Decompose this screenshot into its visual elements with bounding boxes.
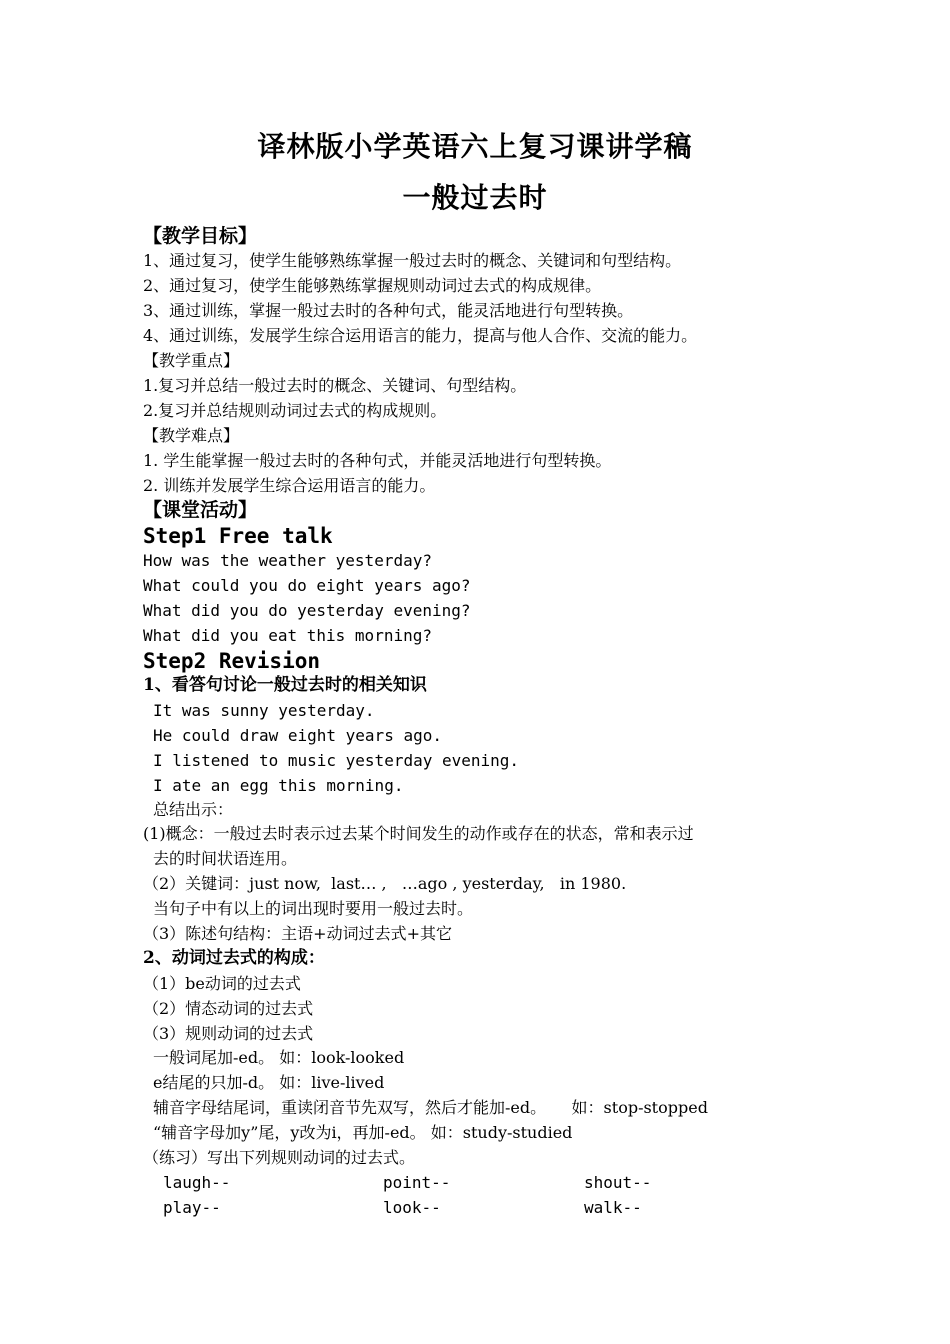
key-point-item: 1.复习并总结一般过去时的概念、关键词、句型结构。 (143, 376, 527, 395)
difficulty-item: 2. 训练并发展学生综合运用语言的能力。 (143, 476, 436, 495)
example-sentence: I ate an egg this morning. (153, 776, 404, 795)
exercise-word: play-- (163, 1198, 221, 1217)
objectives-heading: 【教学目标】 (143, 225, 258, 247)
activities-heading: 【课堂活动】 (143, 499, 258, 521)
example-sentence: It was sunny yesterday. (153, 701, 375, 720)
rule-line: 一般词尾加-ed。 如：look-looked (153, 1048, 405, 1067)
document-title: 译林版小学英语六上复习课讲学稿 (257, 130, 693, 163)
concept-line: (1)概念：一般过去时表示过去某个时间发生的动作或存在的状态，常和表示过 (143, 824, 694, 843)
rule-line: e结尾的只加-d。 如：live-lived (153, 1073, 385, 1092)
objective-item: 2、通过复习，使学生能够熟练掌握规则动词过去式的构成规律。 (143, 276, 602, 295)
free-talk-question: What did you eat this morning? (143, 626, 432, 645)
difficulties-heading: 【教学难点】 (143, 426, 240, 445)
step2-title: Step2 Revision (143, 649, 321, 673)
exercise-word: look-- (383, 1198, 441, 1217)
keywords-line: （2）关键词：just now, last… , …ago , yesterday, in 1980. (143, 874, 627, 893)
exercise-word: shout-- (584, 1173, 652, 1192)
summary-label: 总结出示： (153, 800, 234, 819)
step1-title: Step1 Free talk (143, 524, 333, 548)
objective-item: 4、通过训练，发展学生综合运用语言的能力，提高与他人合作、交流的能力。 (143, 326, 698, 345)
verb-form-item: （1）be动词的过去式 (143, 974, 301, 993)
difficulty-item: 1. 学生能掌握一般过去时的各种句式，并能灵活地进行句型转换。 (143, 451, 612, 470)
structure-line: （3）陈述句结构：主语+动词过去式+其它 (143, 924, 452, 943)
keywords-note: 当句子中有以上的词出现时要用一般过去时。 (153, 899, 474, 918)
rule-line: 辅音字母结尾词，重读闭音节先双写，然后才能加-ed。 如：stop-stopped (153, 1098, 708, 1117)
concept-line: 去的时间状语连用。 (153, 849, 298, 868)
verb-form-item: （3）规则动词的过去式 (143, 1024, 314, 1043)
document-subtitle: 一般过去时 (402, 181, 548, 214)
example-sentence: He could draw eight years ago. (153, 726, 442, 745)
revision-part2-heading: 2、动词过去式的构成： (143, 948, 325, 968)
objective-item: 1、通过复习，使学生能够熟练掌握一般过去时的概念、关键词和句型结构。 (143, 251, 682, 270)
key-points-heading: 【教学重点】 (143, 351, 240, 370)
free-talk-question: What did you do yesterday evening? (143, 601, 471, 620)
free-talk-question: How was the weather yesterday? (143, 551, 432, 570)
revision-part1-heading: 1、看答句讨论一般过去时的相关知识 (143, 675, 427, 695)
exercise-label: （练习）写出下列规则动词的过去式。 (143, 1148, 416, 1167)
free-talk-question: What could you do eight years ago? (143, 576, 471, 595)
exercise-word: point-- (383, 1173, 451, 1192)
verb-form-item: （2）情态动词的过去式 (143, 999, 314, 1018)
key-point-item: 2.复习并总结规则动词过去式的构成规则。 (143, 401, 447, 420)
example-sentence: I listened to music yesterday evening. (153, 751, 520, 770)
objective-item: 3、通过训练，掌握一般过去时的各种句式，能灵活地进行句型转换。 (143, 301, 634, 320)
exercise-word: laugh-- (163, 1173, 231, 1192)
rule-line: “辅音字母加y”尾，y改为i，再加-ed。 如：study-studied (153, 1123, 573, 1142)
exercise-word: walk-- (584, 1198, 642, 1217)
